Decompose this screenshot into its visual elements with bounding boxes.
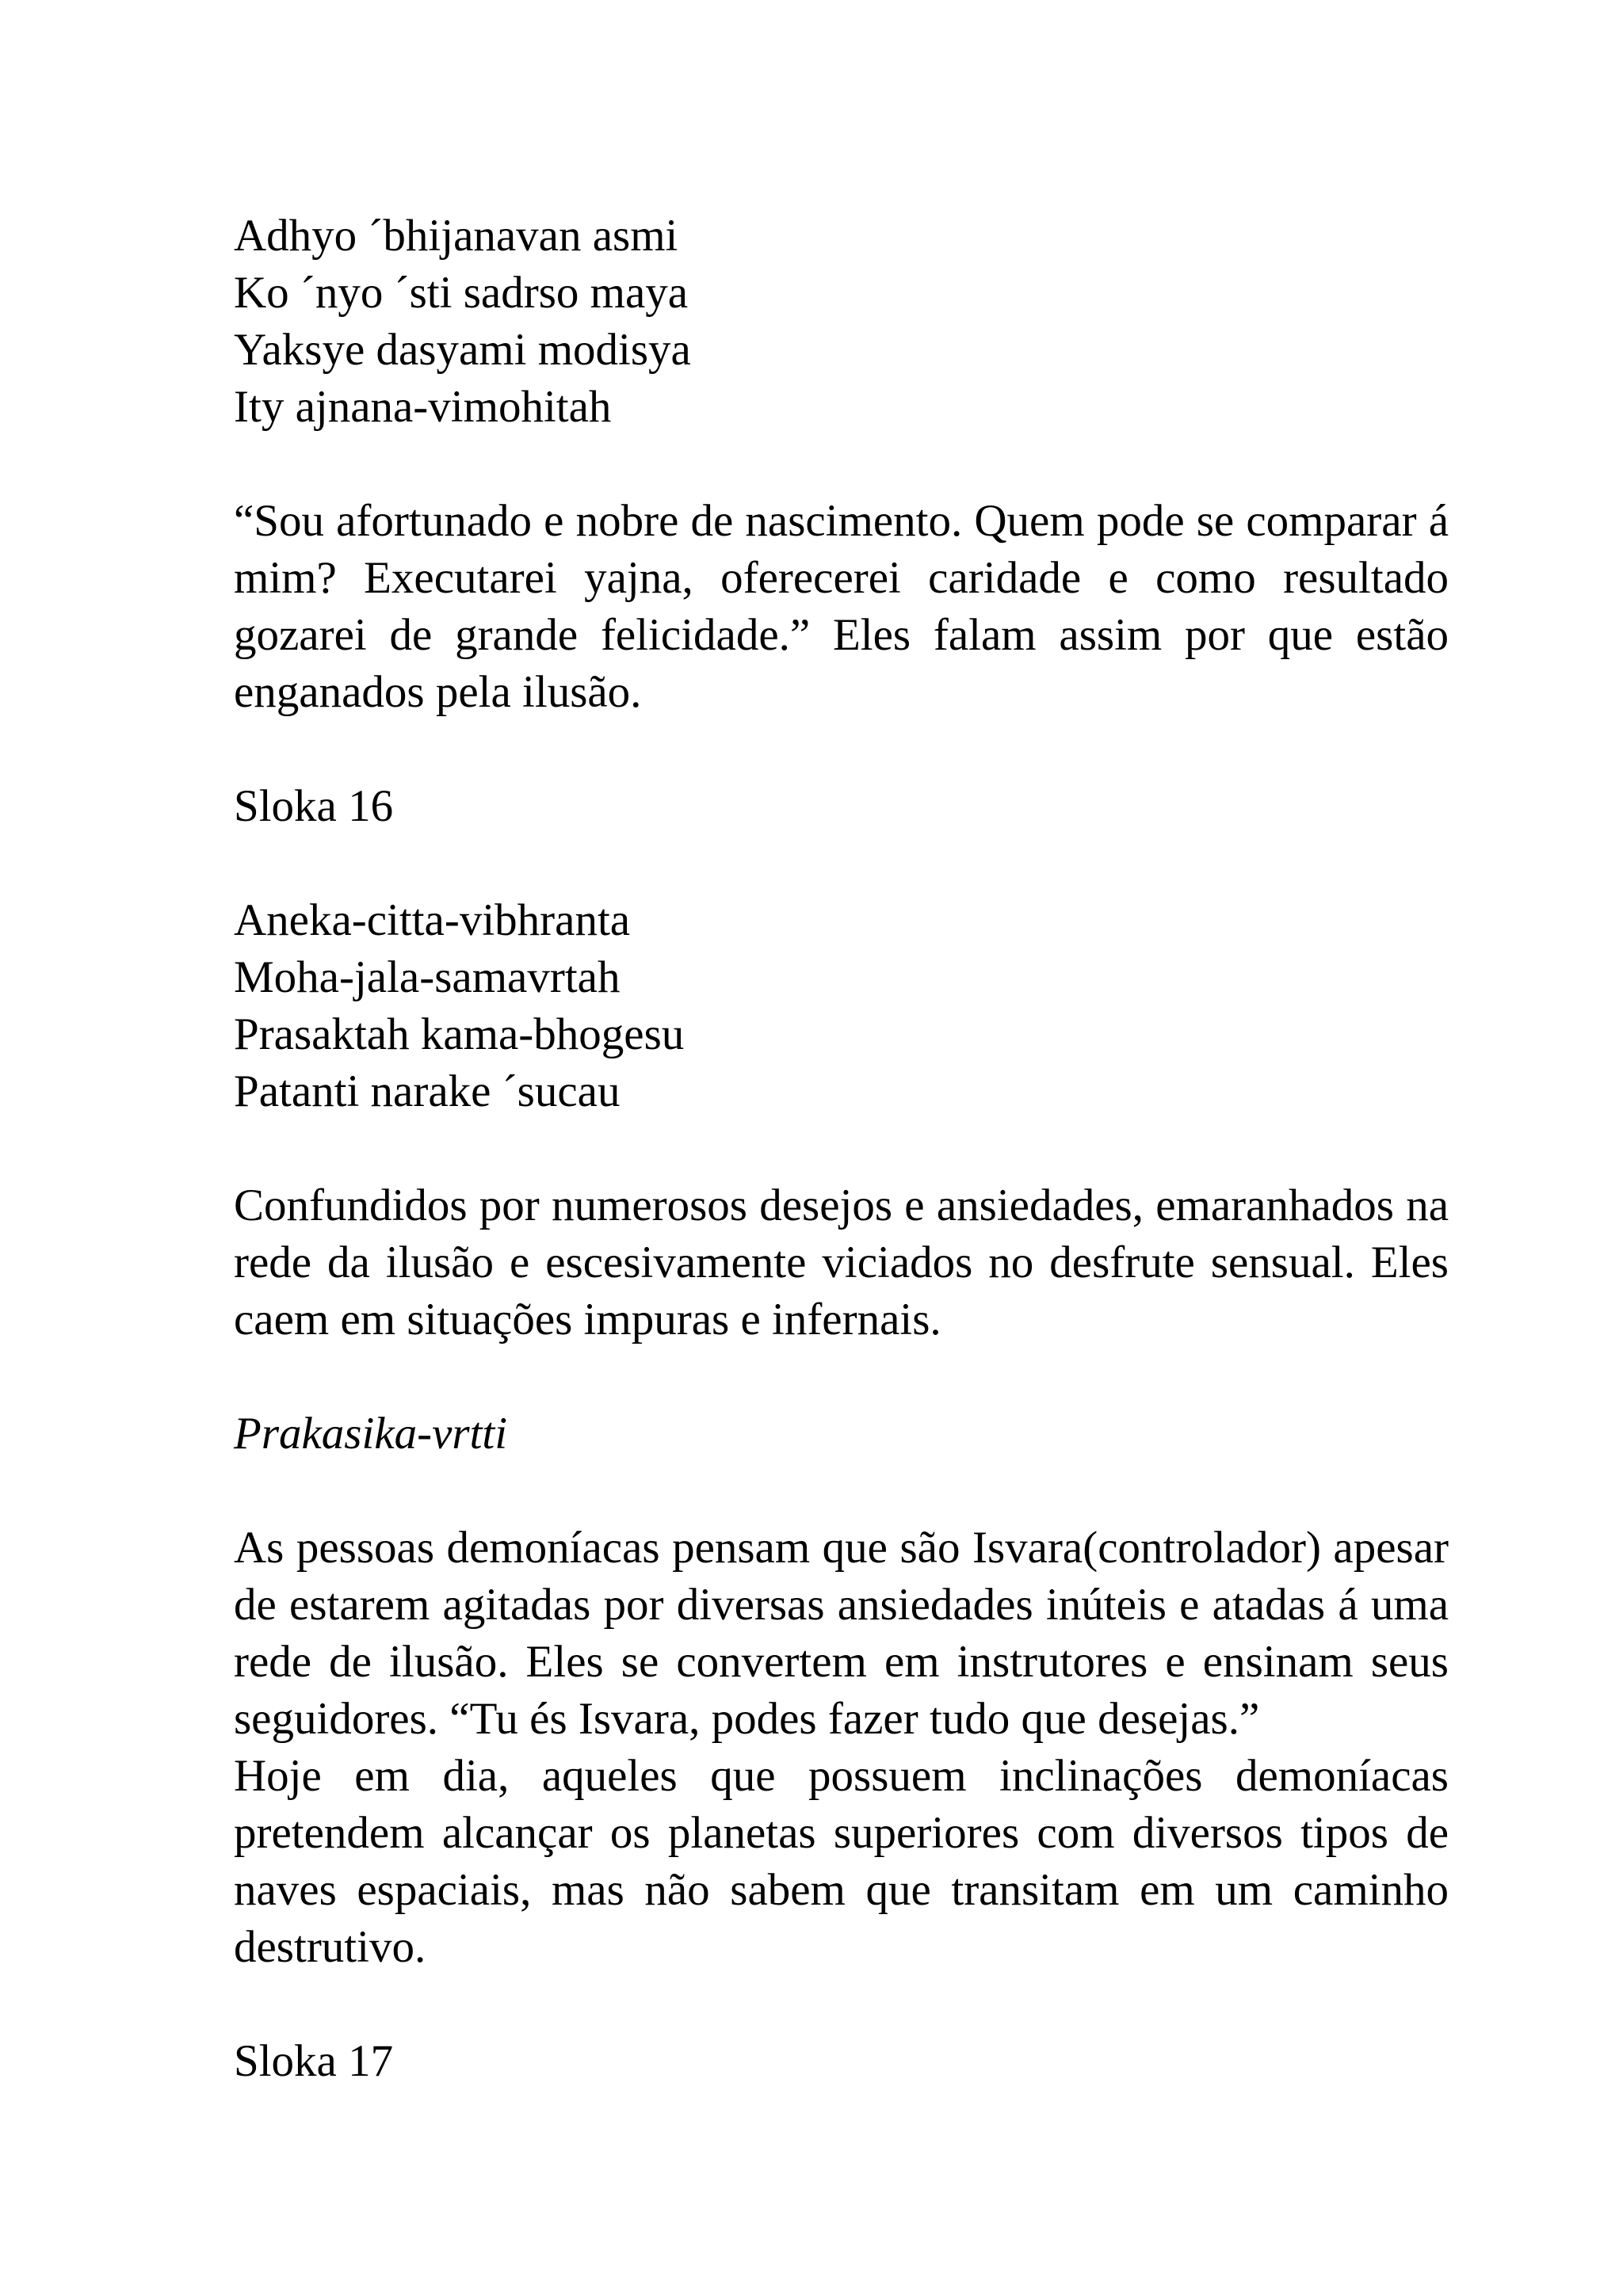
document-page (234, 208, 1449, 2147)
translation-paragraph-1: “Sou afortunado e nobre de nascimento. Quem pode se comparar á mim? Executarei yajna, oferecerei caridade e como resultado gozarei de grande felicidade.” Eles falam assim por que estão enganados pela ilusão. (234, 496, 1449, 717)
verse-block-2 (234, 892, 1449, 1120)
commentary-paragraph-2: Hoje em dia, aqueles que possuem inclinações demoníacas pretendem alcançar os planetas superiores com diversos tipos de naves espaciais, mas não sabem que transitam em um caminho destrutivo. (234, 1751, 1449, 1972)
verse-line: Aneka-citta-vibhranta (234, 895, 631, 945)
sloka-17-heading: Sloka 17 (234, 2036, 394, 2086)
verse-line: Moha-jala-samavrtah (234, 952, 621, 1002)
verse-line: Ko ´nyo ´sti sadrso maya (234, 268, 689, 318)
verse-line: Adhyo ´bhijanavan asmi (234, 211, 678, 261)
sloka-16-heading: Sloka 16 (234, 781, 394, 831)
verse-line: Patanti narake ´sucau (234, 1066, 621, 1116)
translation-paragraph-2: Confundidos por numerosos desejos e ansiedades, emaranhados na rede da ilusão e escesivamente viciados no desfrute sensual. Eles caem em situações impuras e infernais. (234, 1180, 1449, 1344)
verse-line: Yaksye dasyami modisya (234, 325, 691, 375)
commentary-paragraph-1: As pessoas demoníacas pensam que são Isvara(controlador) apesar de estarem agitadas por diversas ansiedades inúteis e atadas á uma rede de ilusão. Eles se convertem em instrutores e ensinam seus seguidores. “Tu és Isvara, podes fazer tudo que desejas.” (234, 1523, 1449, 1744)
verse-block-1 (234, 208, 1449, 436)
verse-line: Ity ajnana-vimohitah (234, 382, 612, 432)
verse-line: Prasaktah kama-bhogesu (234, 1009, 685, 1059)
commentary-heading: Prakasika-vrtti (234, 1409, 508, 1459)
